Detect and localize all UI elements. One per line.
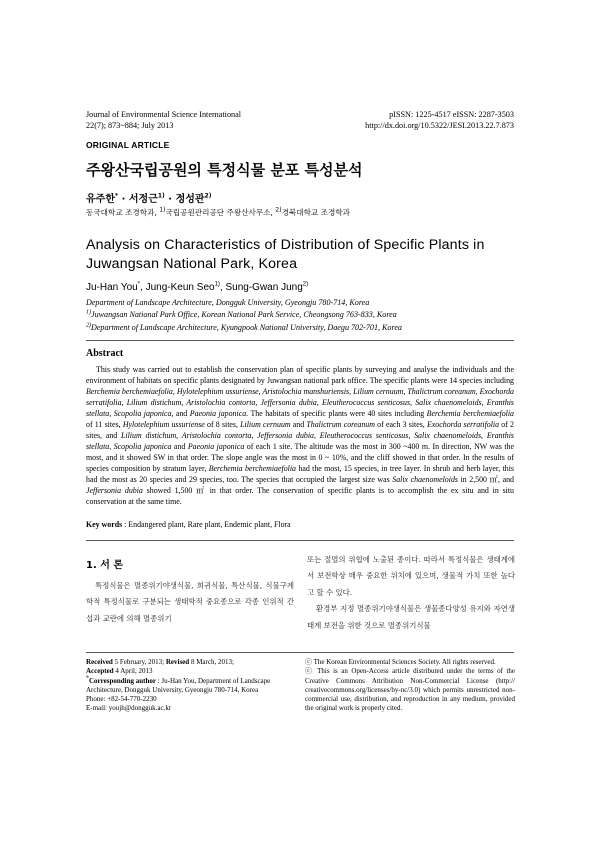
english-authors: Ju-Han You*, Jung-Keun Seo$^{1)}$, Sung-Gwan Jung$^{2)}$ [86,281,309,293]
species-name: Jeffersonia dubia [86,486,143,495]
paragraph: 또는 절멸의 위협에 노출된 종이다. 따라서 특정식물은 생태계에서 보전학상 매우 중요한 위치에 있으며, 생물적 가치 또한 높다고 할 수 있다. [307,555,515,597]
divider [86,540,514,541]
author-en-3: Sung-Gwan Jung [225,282,303,293]
corresponding-text: : Ju-Han You, Department of Landscape Architecture, Dongguk University, Gyeongju 780-714, Korea [86,676,271,694]
abstract-text: . The habitats of specific plants were 40 sites including [246,409,427,418]
korean-authors [86,190,211,205]
author-ko-2-mark: 1) [157,192,165,200]
author-separator: · [118,194,129,205]
species-name: Salix chaenomeloids [392,475,458,484]
author-en-2: Jung-Keun Seo [145,282,215,293]
paragraph: 환경부 지정 멸종위기야생식물은 생물종다양성 유지와 자연생태계 보전을 위한 것으로 멸종위기식물 [307,604,515,630]
species-name: Lilium cernuum [240,420,291,429]
issn: pISSN: 1225-4517 eISSN: 2287-3503 [389,110,514,119]
abstract-text: of 2 sites, and [86,420,514,440]
species-name: Hylotelephium ussuriense [122,420,205,429]
abstract-text: and [171,442,188,451]
abstract-text: of 11 sites, [86,420,123,429]
english-title: Analysis on Characteristics of Distribution of Specific Plants in Juwangsan National Park, Korea [86,237,485,272]
affil-en-2-mark: 1) [86,309,91,316]
korean-affiliations [86,207,350,218]
affil-en-3-text: Department of Landscape Architecture, Kyungpook National University, Daegu 702-701, Korea [91,322,402,332]
author-en-1-mark: * [137,281,141,288]
revised-date: 8 March, 2013; [189,658,234,666]
keywords [86,520,291,529]
email-link[interactable]: E-mail: youjh@dongguk.ac.kr [86,704,172,713]
species-name: Lilium distichum, Aristolochia contorta, Jeffersonia dubia, Eleutherococcus senticosus, Salix chaenomeloids, Eranthis stellata, Scopolia japonica [86,431,515,451]
keywords-text: : Endangered plant, Rare plant, Endemic plant, Flora [122,520,291,529]
abstract-body [86,364,514,507]
author-ko-3: 정성관 [175,194,205,205]
abstract-text: of each 3 sites, [374,420,427,429]
accepted-date: 4 April, 2013 [113,667,153,676]
species-name: Paeonia japonica [187,442,245,451]
author-en-1: Ju-Han You [86,282,138,293]
accepted [86,667,298,676]
divider [86,340,514,341]
journal-volume: 22(7); 873~884; July 2013 [86,121,174,130]
keywords-label: Key words [86,520,123,529]
issn-block [365,109,514,131]
affil-ko-2-mark: 1) [159,206,166,214]
affil-en-1: Department of Landscape Architecture, Dongguk University, Gyeongju 780-714, Korea [86,298,370,307]
body-column-right [307,552,515,634]
abstract-text: and [290,420,307,429]
received-label: Received [86,658,113,666]
article-footnote [86,658,298,714]
affil-en-3-mark: 2) [86,322,91,329]
journal-name: Journal of Environmental Science International [86,110,242,119]
phone: Phone: +82-54-770-2230 [86,695,157,704]
abstract-text: of each 1 site. The altitude was the most in 300 ~400 m. In direction, NW was the most, and it showed SW in that order. The slope angle was the most in 0 ~ 10%, and the cliff showed in that order. In the results of species composition by stratum layer, [86,442,514,473]
copyright: ⓒ The Korean Environmental Sciences Society. All rights reserved. [305,658,496,666]
abstract-text: and [173,409,190,418]
revised-label: Revised [165,658,190,666]
affil-ko-3: 경북대학교 조경학과 [281,208,350,217]
english-affiliations [86,297,402,334]
species-name: Thalictrum coreanum [306,420,375,429]
license-footnote [305,658,515,714]
abstract-text: This study was carried out to establish the conservation plan of specific plants by surveying and analyse the individuals and the environment of habitats on specific plants designated by Juwangsan national park office. The specific plants were 14 species including [86,365,514,385]
accepted-label: Accepted [86,667,114,676]
abstract-text: in 2,500 ㎡, and [457,475,514,484]
author-ko-1: 유주한 [86,194,115,205]
author-ko-3-mark: 2) [204,192,212,200]
species-name: Berchemia berchemiaefolia [426,409,515,418]
affil-ko-1: 동국대학교 조경학과, [86,208,160,217]
abstract-heading: Abstract [86,348,124,359]
affil-ko-3-mark: 2) [275,206,282,214]
affil-en-2 [86,309,402,321]
abstract-text: of 8 sites, [204,420,241,429]
doi-link[interactable]: http://dx.doi.org/10.5322/JESI.2013.22.7.873 [365,121,514,130]
dates [86,658,298,667]
corresponding-author [86,677,298,696]
journal-citation [86,109,241,131]
author-ko-1-mark: * [114,192,119,200]
affil-en-3 [86,322,402,334]
korean-title: 주왕산국립공원의 특정식물 분포 특성분석 [86,161,363,179]
affil-en-2-text: Juwangsan National Park Office, Korean National Park Service, Cheongsong 763-833, Korea [91,310,397,320]
corresponding-mark: * [86,675,89,682]
section-heading: 1. 서 론 [86,560,124,571]
received-date: 5 February, 2013; [112,658,166,666]
species-name: Berchemia berchemiaefolia, Hylotelephium ussuriense, Aristolochia manshuriensis, Lilium cernuum, Thalictrum coreanum, Exochorda serratifolia, Lilium distichum, Aristolochia contorta, Jeffersonia dubia, Eleutherococcus senticosus, Salix chaenomeloids, Eranthis stellata, Scopolia japonica, [86,387,514,418]
divider [86,652,514,653]
license-text: ⓒ This is an Open-Access article distributed under the terms of the Creative Commons Attribution Non-Commercial License (http:// creativecommons.org/licenses/by-nc/3.0) which permits unrestricted non-commercial use, distribution, and reproduction in any medium, provided the original work is properly cited. [305,667,515,713]
species-name: Exochorda serratifolia [426,420,500,429]
body-column-left: 특정식물은 멸종위기야생식물, 희귀식물, 특산식물, 식물구계학적 특정식물로 구분되는 생태학적 중요종으로 각종 인위적 간섭과 교란에 의해 멸종위기 [86,581,294,623]
affil-ko-2: 국립공원관리공단 주왕산사무소, [165,208,276,217]
species-name: Paeonia japonica [189,409,247,418]
author-en-2-mark: 1) [214,281,220,288]
corresponding-label: Corresponding author [89,676,156,685]
abstract-text: had the most, 15 species, in tree layer. In shrub and herb layer, this had the most as 20 species and 29 species, too. The species that occupied the largest size was [86,464,515,484]
species-name: Berchemia berchemiaefolia [208,464,296,473]
author-separator: · [164,194,176,205]
article-type: ORIGINAL ARTICLE [86,140,170,150]
author-en-3-mark: 2) [302,281,309,288]
abstract-text: showed 1,500 ㎡ in that order. The conservation of specific plants is to accomplish the ex situ and in situ conservation at the same time. [86,486,515,506]
author-ko-2: 서정근 [128,194,158,205]
